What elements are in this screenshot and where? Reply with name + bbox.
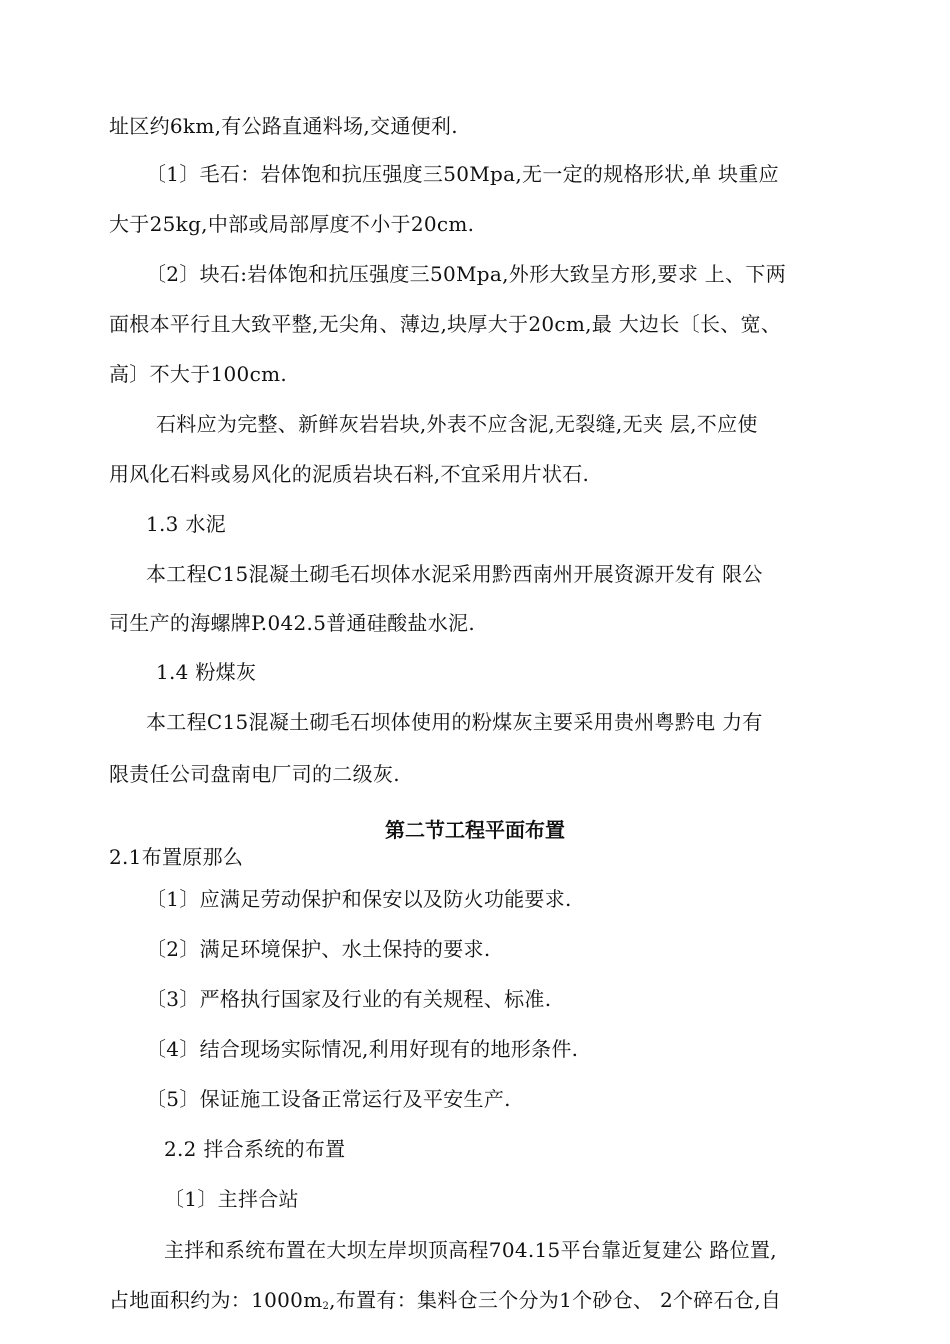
- list-item: 〔3〕严格执行国家及行业的有关规程、标准.: [146, 987, 552, 1011]
- paragraph-line: 〔1〕毛石：岩体饱和抗压强度三50Mpa,无一定的规格形状,单 块重应: [146, 162, 779, 186]
- paragraph-line: 限责任公司盘南电厂司的二级灰.: [109, 762, 400, 786]
- section-heading: 2.1布置原那么: [109, 845, 244, 869]
- paragraph-line: 本工程C15混凝土砌毛石坝体水泥采用黔西南州开展资源开发有 限公: [146, 562, 763, 586]
- section-heading: 1.4 粉煤灰: [156, 660, 257, 684]
- paragraph-line: 用风化石料或易风化的泥质岩块石料,不宜采用片状石.: [109, 462, 590, 486]
- paragraph-line: 〔2〕块石:岩体饱和抗压强度三50Mpa,外形大致呈方形,要求 上、下两: [146, 262, 786, 286]
- paragraph-line: 石料应为完整、新鲜灰岩岩块,外表不应含泥,无裂缝,无夹 层,不应使: [156, 412, 758, 436]
- paragraph-line: [109, 1286, 781, 1321]
- paragraph-line: 大于25kg,中部或局部厚度不小于20cm.: [109, 212, 475, 236]
- paragraph-line: 本工程C15混凝土砌毛石坝体使用的粉煤灰主要采用贵州粤黔电 力有: [146, 710, 763, 734]
- paragraph-line: 址区约6km,有公路直通料场,交通便利.: [109, 114, 458, 138]
- unit-superscript: 2: [322, 1301, 330, 1312]
- area-text: 占地面积约为：1000m: [109, 1288, 323, 1312]
- section-heading: 2.2 拌合系统的布置: [164, 1137, 346, 1161]
- section-heading: 1.3 水泥: [146, 512, 226, 536]
- subsection-heading: 〔1〕主拌合站: [164, 1187, 299, 1211]
- paragraph-line: 高〕不大于100cm.: [109, 362, 287, 386]
- list-item: 〔2〕满足环境保护、水土保持的要求.: [146, 937, 491, 961]
- paragraph-text: ,布置有：集料仓三个分为1个砂仓、 2个碎石仓,自: [329, 1288, 782, 1312]
- paragraph-line: 面根本平行且大致平整,无尖角、薄边,块厚大于20cm,最 大边长〔长、宽、: [109, 312, 782, 336]
- list-item: 〔1〕应满足劳动保护和保安以及防火功能要求.: [146, 887, 572, 911]
- paragraph-line: 司生产的海螺牌P.042.5普通硅酸盐水泥.: [109, 611, 475, 635]
- list-item: 〔4〕结合现场实际情况,利用好现有的地形条件.: [146, 1037, 579, 1061]
- chapter-title: 第二节工程平面布置: [385, 818, 565, 842]
- list-item: 〔5〕保证施工设备正常运行及平安生产.: [146, 1087, 511, 1111]
- paragraph-line: 主拌和系统布置在大坝左岸坝顶高程704.15平台靠近复建公 路位置,: [164, 1238, 777, 1262]
